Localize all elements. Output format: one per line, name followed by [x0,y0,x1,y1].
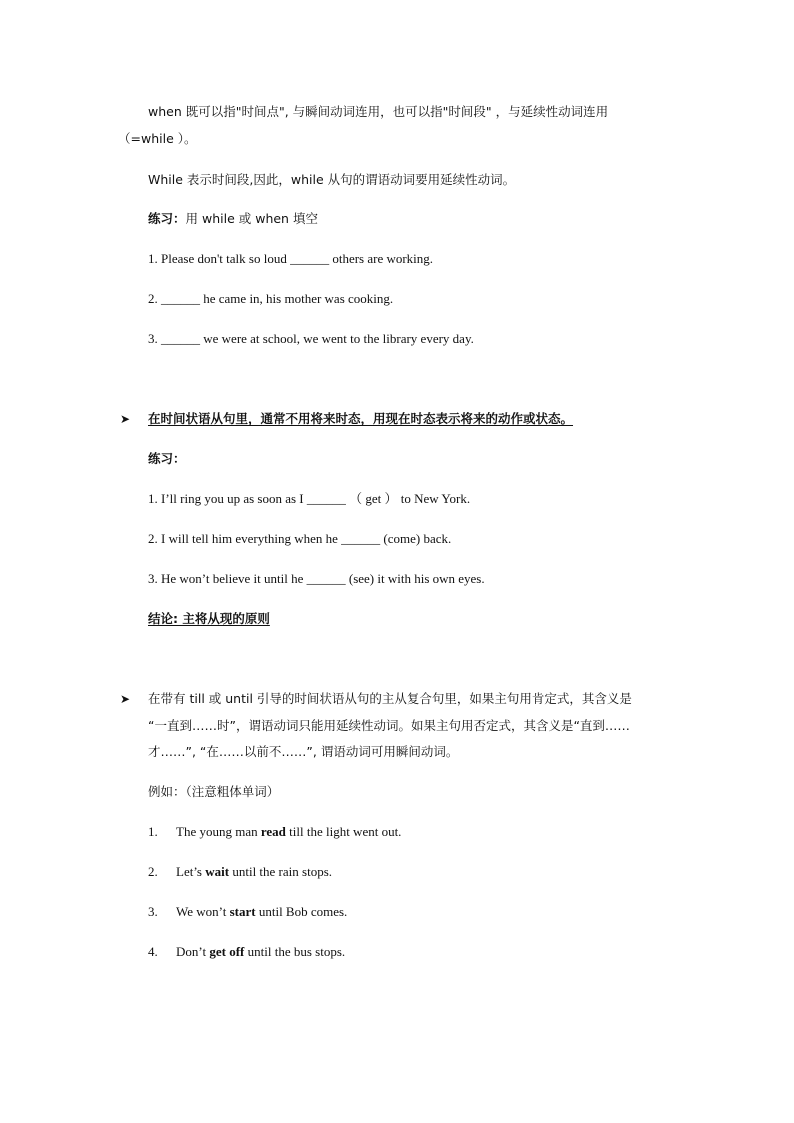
example-text: Don’t [176,944,210,959]
until-rule-line-3: 才……”, “在……以前不……”, 谓语动词可用瞬间动词。 [148,744,459,759]
while-note: While 表示时间段,因此，while 从句的谓语动词要用延续性动词。 [148,172,516,187]
arrow-bullet-icon: ➤ [120,412,131,426]
example-item-4 [148,943,345,961]
exercise-label-2: 练习： [148,451,186,466]
exercise-item-4: 1. I’ll ring you up as soon as I ______ （ get ） to New York. [148,491,471,506]
exercise-item-6: 3. He won’t believe it until he ______ (see) it with his own eyes. [148,571,485,586]
example-text: till the light went out. [285,824,402,839]
conclusion: 结论: 主将从现的原则 [148,611,270,626]
exercise-item-2: 2. ______ he came in, his mother was cooking. [148,291,394,306]
example-text: Let’s [176,864,206,879]
example-text: until Bob comes. [255,904,348,919]
example-number: 1. [148,824,158,839]
example-bold-word: read [260,824,286,839]
rule-heading: 在时间状语从句里，通常不用将来时态，用现在时态表示将来的动作或状态。 [148,411,574,426]
example-label: 例如：（注意粗体单词） [148,784,280,799]
intro-line-2: （=while ）。 [118,131,197,146]
example-item-1 [148,823,401,841]
exercise-instruction: 用 while 或 when 填空 [185,211,318,226]
example-number: 4. [148,944,158,959]
example-bold-word: get off [209,944,245,959]
example-bold-word: wait [205,864,230,879]
example-item-2 [148,863,332,881]
example-number: 2. [148,864,158,879]
exercise-item-1: 1. Please don't talk so loud ______ others are working. [148,251,434,266]
intro-line-1: when 既可以指"时间点", 与瞬间动词连用，也可以指"时间段" ，与延续性动词连用 [148,104,609,119]
until-rule-line-2: “一直到……时”，谓语动词只能用延续性动词。如果主句用否定式，其含义是“直到…… [148,718,630,733]
until-rule-line-1: 在带有 till 或 until 引导的时间状语从句的主从复合句里，如果主句用肯定式，其含义是 [148,691,632,706]
example-text: until the bus stops. [244,944,346,959]
example-item-3 [148,903,347,921]
arrow-bullet-icon: ➤ [120,692,131,706]
exercise-label: 练习： [148,211,186,226]
example-text: The young man [176,824,261,839]
example-bold-word: start [229,904,256,919]
example-text: We won’t [176,904,230,919]
exercise-heading-1 [148,210,318,228]
example-number: 3. [148,904,158,919]
example-text: until the rain stops. [229,864,333,879]
exercise-item-3: 3. ______ we were at school, we went to the library every day. [148,331,474,346]
exercise-item-5: 2. I will tell him everything when he ______ (come) back. [148,531,452,546]
